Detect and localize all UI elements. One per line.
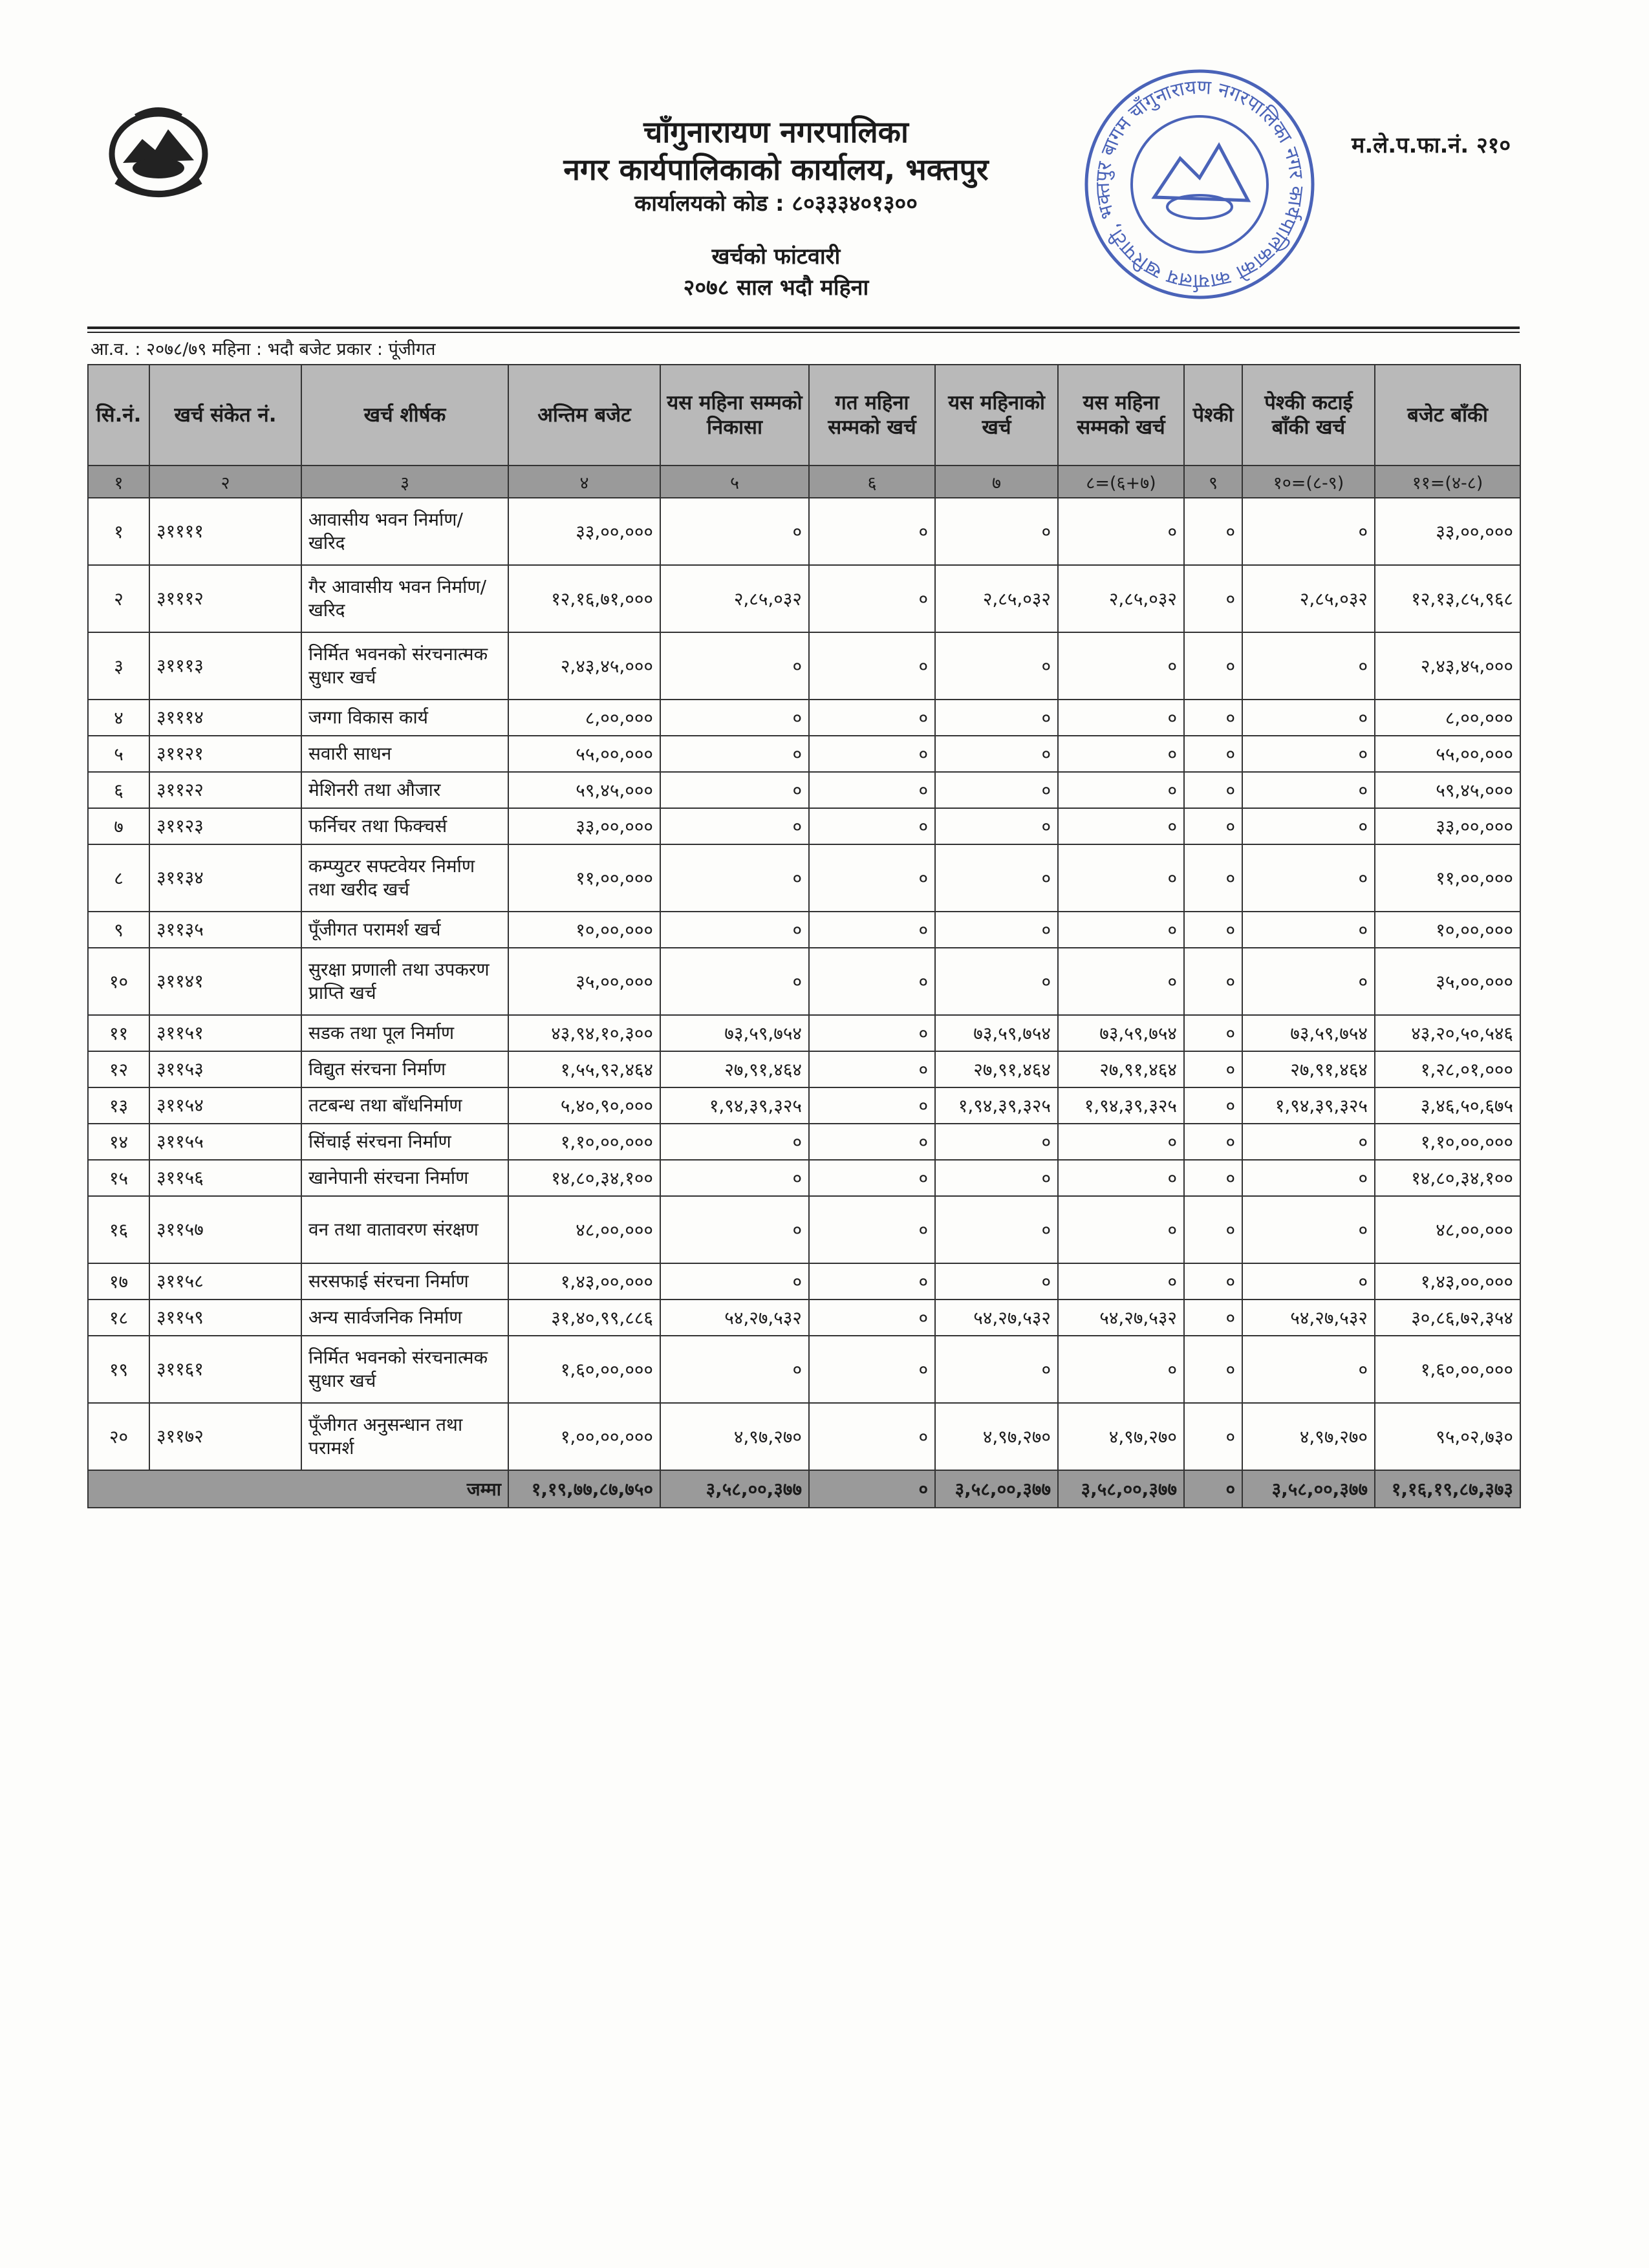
release-cell: ० [660,844,809,912]
table-row [88,498,1520,565]
release-cell: २,८५,०३२ [660,565,809,632]
net-expense-cell: ० [1242,700,1375,736]
sn-cell: ४ [88,700,149,736]
cumulative-expense-cell: ० [1058,1263,1184,1300]
sn-cell: १ [88,498,149,565]
title-cell: तटबन्ध तथा बाँधनिर्माण [301,1087,508,1124]
month-expense-cell: २७,९१,४६४ [935,1051,1058,1087]
sn-cell: ११ [88,1015,149,1051]
sn-cell: १३ [88,1087,149,1124]
net-expense-cell: ० [1242,772,1375,808]
advance-cell: ० [1184,1124,1242,1160]
code-cell: ३१११२ [149,565,301,632]
release-cell: ० [660,700,809,736]
prev-expense-cell: ० [809,1087,935,1124]
release-cell: ० [660,498,809,565]
release-cell: ० [660,632,809,700]
net-expense-cell: ४,९७,२७० [1242,1403,1375,1470]
net-expense-cell: ० [1242,632,1375,700]
sn-cell: २ [88,565,149,632]
table-row [88,1263,1520,1300]
code-cell: ३११५७ [149,1196,301,1263]
advance-cell: ० [1184,1403,1242,1470]
balance-cell: ४८,००,००० [1375,1196,1520,1263]
balance-cell: ३०,८६,७२,३५४ [1375,1300,1520,1336]
balance-cell: १२,१३,८५,९६८ [1375,565,1520,632]
budget-cell: ३१,४०,९९,८८६ [508,1300,660,1336]
col-header: पेश्की [1184,365,1242,465]
prev-expense-cell: ० [809,632,935,700]
table-row [88,700,1520,736]
net-expense-cell: ० [1242,808,1375,844]
code-cell: ३११११ [149,498,301,565]
advance-cell: ० [1184,498,1242,565]
column-number: २ [149,465,301,498]
title-cell: खानेपानी संरचना निर्माण [301,1160,508,1196]
prev-expense-cell: ० [809,736,935,772]
title-cell: आवासीय भवन निर्माण/ खरिद [301,498,508,565]
column-number: ४ [508,465,660,498]
release-cell: ७३,५९,७५४ [660,1015,809,1051]
budget-cell: ५,४०,९०,००० [508,1087,660,1124]
code-cell: ३११२१ [149,736,301,772]
column-number: १०=(८-९) [1242,465,1375,498]
nepal-emblem-icon [103,103,213,200]
cumulative-expense-cell: ० [1058,1196,1184,1263]
prev-expense-cell: ० [809,700,935,736]
total-value: ३,५८,००,३७७ [1058,1470,1184,1508]
cumulative-expense-cell: २७,९१,४६४ [1058,1051,1184,1087]
table-row [88,1196,1520,1263]
prev-expense-cell: ० [809,1263,935,1300]
balance-cell: ५५,००,००० [1375,736,1520,772]
prev-expense-cell: ० [809,844,935,912]
title-cell: विद्युत संरचना निर्माण [301,1051,508,1087]
svg-text:चाँगुनारायण नगरपालिका नगर कार् [1077,61,1322,307]
col-header: यस महिना सम्मको निकासा [660,365,809,465]
table-row [88,1300,1520,1336]
balance-cell: ३३,००,००० [1375,498,1520,565]
col-header: अन्तिम बजेट [508,365,660,465]
report-title: खर्चको फांटवारी [711,244,841,270]
budget-cell: १,१०,००,००० [508,1124,660,1160]
month-expense-cell: ० [935,1160,1058,1196]
month-expense-cell: २,८५,०३२ [935,565,1058,632]
month-expense-cell: ५४,२७,५३२ [935,1300,1058,1336]
budget-cell: ४३,९४,१०,३०० [508,1015,660,1051]
balance-cell: ९५,०२,७३० [1375,1403,1520,1470]
sn-cell: १० [88,948,149,1015]
column-number: १ [88,465,149,498]
net-expense-cell: ० [1242,1160,1375,1196]
balance-cell: ३३,००,००० [1375,808,1520,844]
sn-cell: २० [88,1403,149,1470]
balance-cell: ३५,००,००० [1375,948,1520,1015]
prev-expense-cell: ० [809,1403,935,1470]
total-row [88,1470,1520,1508]
cumulative-expense-cell: ० [1058,912,1184,948]
title-cell: सिंचाई संरचना निर्माण [301,1124,508,1160]
month-expense-cell: ० [935,772,1058,808]
net-expense-cell: ० [1242,1124,1375,1160]
title-cell: वन तथा वातावरण संरक्षण [301,1196,508,1263]
column-number: ५ [660,465,809,498]
budget-cell: १,६०,००,००० [508,1336,660,1403]
month-expense-cell: ० [935,498,1058,565]
column-number: ११=(४-८) [1375,465,1520,498]
municipality-name: चाँगुनारायण नगरपालिका [643,114,909,149]
advance-cell: ० [1184,632,1242,700]
advance-cell: ० [1184,1336,1242,1403]
code-cell: ३११४१ [149,948,301,1015]
cumulative-expense-cell: ० [1058,808,1184,844]
net-expense-cell: ५४,२७,५३२ [1242,1300,1375,1336]
title-cell: सरसफाई संरचना निर्माण [301,1263,508,1300]
letterhead [453,113,1099,303]
title-cell: निर्मित भवनको संरचनात्मक सुधार खर्च [301,1336,508,1403]
prev-expense-cell: ० [809,772,935,808]
sn-cell: १२ [88,1051,149,1087]
prev-expense-cell: ० [809,948,935,1015]
sn-cell: १९ [88,1336,149,1403]
cumulative-expense-cell: ० [1058,1336,1184,1403]
cumulative-expense-cell: २,८५,०३२ [1058,565,1184,632]
month-expense-cell: ० [935,948,1058,1015]
cumulative-expense-cell: ७३,५९,७५४ [1058,1015,1184,1051]
budget-cell: ५९,४५,००० [508,772,660,808]
code-cell: ३११३५ [149,912,301,948]
title-cell: सडक तथा पूल निर्माण [301,1015,508,1051]
advance-cell: ० [1184,736,1242,772]
column-number: ९ [1184,465,1242,498]
release-cell: ० [660,1124,809,1160]
month-expense-cell: ० [935,808,1058,844]
sn-cell: ६ [88,772,149,808]
title-cell: मेशिनरी तथा औजार [301,772,508,808]
release-cell: ४,९७,२७० [660,1403,809,1470]
budget-cell: ११,००,००० [508,844,660,912]
release-cell: ० [660,948,809,1015]
title-cell: पूँजीगत अनुसन्धान तथा परामर्श [301,1403,508,1470]
total-value: १,१९,७७,८७,७५० [508,1470,660,1508]
code-cell: ३११३४ [149,844,301,912]
table-row [88,1051,1520,1087]
budget-cell: १,००,००,००० [508,1403,660,1470]
code-cell: ३११७२ [149,1403,301,1470]
title-cell: कम्प्युटर सफ्टवेयर निर्माण तथा खरीद खर्च [301,844,508,912]
month-expense-cell: ७३,५९,७५४ [935,1015,1058,1051]
sn-cell: १७ [88,1263,149,1300]
release-cell: ० [660,736,809,772]
balance-cell: ३,४६,५०,६७५ [1375,1087,1520,1124]
prev-expense-cell: ० [809,1124,935,1160]
sn-cell: ३ [88,632,149,700]
table-row [88,912,1520,948]
code-cell: ३११५८ [149,1263,301,1300]
cumulative-expense-cell: ० [1058,772,1184,808]
release-cell: ० [660,808,809,844]
code-cell: ३११५५ [149,1124,301,1160]
prev-expense-cell: ० [809,498,935,565]
budget-cell: १,५५,९२,४६४ [508,1051,660,1087]
budget-cell: १,४३,००,००० [508,1263,660,1300]
balance-cell: ११,००,००० [1375,844,1520,912]
advance-cell: ० [1184,912,1242,948]
net-expense-cell: ७३,५९,७५४ [1242,1015,1375,1051]
column-number: ८=(६+७) [1058,465,1184,498]
month-expense-cell: ० [935,1263,1058,1300]
net-expense-cell: ० [1242,1336,1375,1403]
budget-cell: ८,००,००० [508,700,660,736]
table-row [88,632,1520,700]
table-row [88,772,1520,808]
code-cell: ३११५६ [149,1160,301,1196]
budget-cell: १२,१६,७१,००० [508,565,660,632]
report-period: २०७८ साल भदौ महिना [683,275,869,301]
table-row [88,565,1520,632]
col-header: खर्च शीर्षक [301,365,508,465]
column-number-row [88,465,1520,498]
code-cell: ३१११४ [149,700,301,736]
prev-expense-cell: ० [809,1300,935,1336]
cumulative-expense-cell: ० [1058,948,1184,1015]
col-header: गत महिना सम्मको खर्च [809,365,935,465]
seal-ring-text: चाँगुनारायण नगरपालिका नगर कार्यपालिकाको कार्यालय खरिपाटी, भक्तपुर बागमती [1091,76,1308,293]
col-header: बजेट बाँकी [1375,365,1520,465]
total-value: ३,५८,००,३७७ [660,1470,809,1508]
advance-cell: ० [1184,1015,1242,1051]
sn-cell: १६ [88,1196,149,1263]
title-cell: अन्य सार्वजनिक निर्माण [301,1300,508,1336]
prev-expense-cell: ० [809,912,935,948]
advance-cell: ० [1184,772,1242,808]
expenditure-table [87,364,1521,1508]
release-cell: ० [660,1336,809,1403]
month-expense-cell: ० [935,632,1058,700]
title-cell: सुरक्षा प्रणाली तथा उपकरण प्राप्ति खर्च [301,948,508,1015]
title-cell: पूँजीगत परामर्श खर्च [301,912,508,948]
prev-expense-cell: ० [809,1196,935,1263]
balance-cell: १,६०,००,००० [1375,1336,1520,1403]
budget-cell: ५५,००,००० [508,736,660,772]
cumulative-expense-cell: १,९४,३९,३२५ [1058,1087,1184,1124]
budget-cell: ४८,००,००० [508,1196,660,1263]
prev-expense-cell: ० [809,1336,935,1403]
advance-cell: ० [1184,700,1242,736]
form-number: म.ले.प.फा.नं. २१० [1352,133,1511,158]
prev-expense-cell: ० [809,808,935,844]
balance-cell: ५९,४५,००० [1375,772,1520,808]
release-cell: ० [660,912,809,948]
code-cell: ३११५९ [149,1300,301,1336]
month-expense-cell: ० [935,700,1058,736]
office-name: नगर कार्यपालिकाको कार्यालय, भक्तपुर [563,152,989,187]
fiscal-year-info: आ.व. : २०७८/७९ महिना : भदौ बजेट प्रकार : पूंजीगत [91,339,436,359]
budget-cell: १४,८०,३४,१०० [508,1160,660,1196]
table-row [88,1403,1520,1470]
balance-cell: २,४३,४५,००० [1375,632,1520,700]
cumulative-expense-cell: ० [1058,700,1184,736]
release-cell: २७,९१,४६४ [660,1051,809,1087]
table-row [88,844,1520,912]
sn-cell: ८ [88,844,149,912]
net-expense-cell: ० [1242,1196,1375,1263]
advance-cell: ० [1184,1051,1242,1087]
month-expense-cell: ० [935,736,1058,772]
advance-cell: ० [1184,1087,1242,1124]
cumulative-expense-cell: ० [1058,498,1184,565]
total-value: ३,५८,००,३७७ [935,1470,1058,1508]
title-cell: फर्निचर तथा फिक्चर्स [301,808,508,844]
total-value: १,१६,१९,८७,३७३ [1375,1470,1520,1508]
table-row [88,1336,1520,1403]
budget-cell: ३३,००,००० [508,498,660,565]
net-expense-cell: ० [1242,844,1375,912]
month-expense-cell: ० [935,1336,1058,1403]
col-header: यस महिनाको खर्च [935,365,1058,465]
advance-cell: ० [1184,1263,1242,1300]
balance-cell: १,२८,०१,००० [1375,1051,1520,1087]
col-header: यस महिना सम्मको खर्च [1058,365,1184,465]
budget-cell: ३५,००,००० [508,948,660,1015]
cumulative-expense-cell: ५४,२७,५३२ [1058,1300,1184,1336]
office-code: कार्यालयको कोड : ८०३३३४०१३०० [634,191,918,217]
net-expense-cell: ० [1242,948,1375,1015]
balance-cell: ८,००,००० [1375,700,1520,736]
net-expense-cell: ० [1242,498,1375,565]
table-row [88,1015,1520,1051]
total-label: जम्मा [88,1470,508,1508]
total-value: ३,५८,००,३७७ [1242,1470,1375,1508]
release-cell: ५४,२७,५३२ [660,1300,809,1336]
budget-cell: २,४३,४५,००० [508,632,660,700]
month-expense-cell: १,९४,३९,३२५ [935,1087,1058,1124]
release-cell: १,९४,३९,३२५ [660,1087,809,1124]
code-cell: ३११५१ [149,1015,301,1051]
col-header: पेश्की कटाई बाँकी खर्च [1242,365,1375,465]
sn-cell: ५ [88,736,149,772]
advance-cell: ० [1184,1160,1242,1196]
month-expense-cell: ४,९७,२७० [935,1403,1058,1470]
table-body [88,498,1520,1470]
balance-cell: १४,८०,३४,१०० [1375,1160,1520,1196]
table-row [88,1160,1520,1196]
cumulative-expense-cell: ० [1058,736,1184,772]
budget-cell: १०,००,००० [508,912,660,948]
advance-cell: ० [1184,948,1242,1015]
title-cell: जग्गा विकास कार्य [301,700,508,736]
advance-cell: ० [1184,1300,1242,1336]
cumulative-expense-cell: ० [1058,844,1184,912]
cumulative-expense-cell: ४,९७,२७० [1058,1403,1184,1470]
cumulative-expense-cell: ० [1058,632,1184,700]
title-cell: गैर आवासीय भवन निर्माण/खरिद [301,565,508,632]
balance-cell: ४३,२०,५०,५४६ [1375,1015,1520,1051]
sn-cell: ९ [88,912,149,948]
net-expense-cell: २७,९१,४६४ [1242,1051,1375,1087]
table-row [88,948,1520,1015]
month-expense-cell: ० [935,912,1058,948]
month-expense-cell: ० [935,844,1058,912]
code-cell: ३१११३ [149,632,301,700]
code-cell: ३११२२ [149,772,301,808]
month-expense-cell: ० [935,1124,1058,1160]
cumulative-expense-cell: ० [1058,1124,1184,1160]
advance-cell: ० [1184,565,1242,632]
col-header: सि.नं. [88,365,149,465]
net-expense-cell: १,९४,३९,३२५ [1242,1087,1375,1124]
column-number: ६ [809,465,935,498]
month-expense-cell: ० [935,1196,1058,1263]
release-cell: ० [660,772,809,808]
prev-expense-cell: ० [809,1051,935,1087]
advance-cell: ० [1184,808,1242,844]
sn-cell: ७ [88,808,149,844]
office-seal-icon [1077,61,1322,307]
advance-cell: ० [1184,844,1242,912]
sn-cell: १५ [88,1160,149,1196]
header-divider-thin [87,332,1520,333]
table-row [88,1124,1520,1160]
code-cell: ३११६१ [149,1336,301,1403]
net-expense-cell: ० [1242,1263,1375,1300]
col-header: खर्च संकेत नं. [149,365,301,465]
column-number: ७ [935,465,1058,498]
sn-cell: १४ [88,1124,149,1160]
budget-cell: ३३,००,००० [508,808,660,844]
code-cell: ३११२३ [149,808,301,844]
balance-cell: १०,००,००० [1375,912,1520,948]
header-row [88,365,1520,465]
balance-cell: १,४३,००,००० [1375,1263,1520,1300]
release-cell: ० [660,1160,809,1196]
table-row [88,1087,1520,1124]
prev-expense-cell: ० [809,565,935,632]
table-row [88,808,1520,844]
net-expense-cell: २,८५,०३२ [1242,565,1375,632]
balance-cell: १,१०,००,००० [1375,1124,1520,1160]
code-cell: ३११५४ [149,1087,301,1124]
prev-expense-cell: ० [809,1160,935,1196]
table-row [88,736,1520,772]
title-cell: निर्मित भवनको संरचनात्मक सुधार खर्च [301,632,508,700]
cumulative-expense-cell: ० [1058,1160,1184,1196]
code-cell: ३११५३ [149,1051,301,1087]
title-cell: सवारी साधन [301,736,508,772]
net-expense-cell: ० [1242,736,1375,772]
column-number: ३ [301,465,508,498]
sn-cell: १८ [88,1300,149,1336]
advance-cell: ० [1184,1196,1242,1263]
net-expense-cell: ० [1242,912,1375,948]
header-divider [87,326,1520,329]
total-value: ० [1184,1470,1242,1508]
release-cell: ० [660,1196,809,1263]
prev-expense-cell: ० [809,1015,935,1051]
total-value: ० [809,1470,935,1508]
release-cell: ० [660,1263,809,1300]
